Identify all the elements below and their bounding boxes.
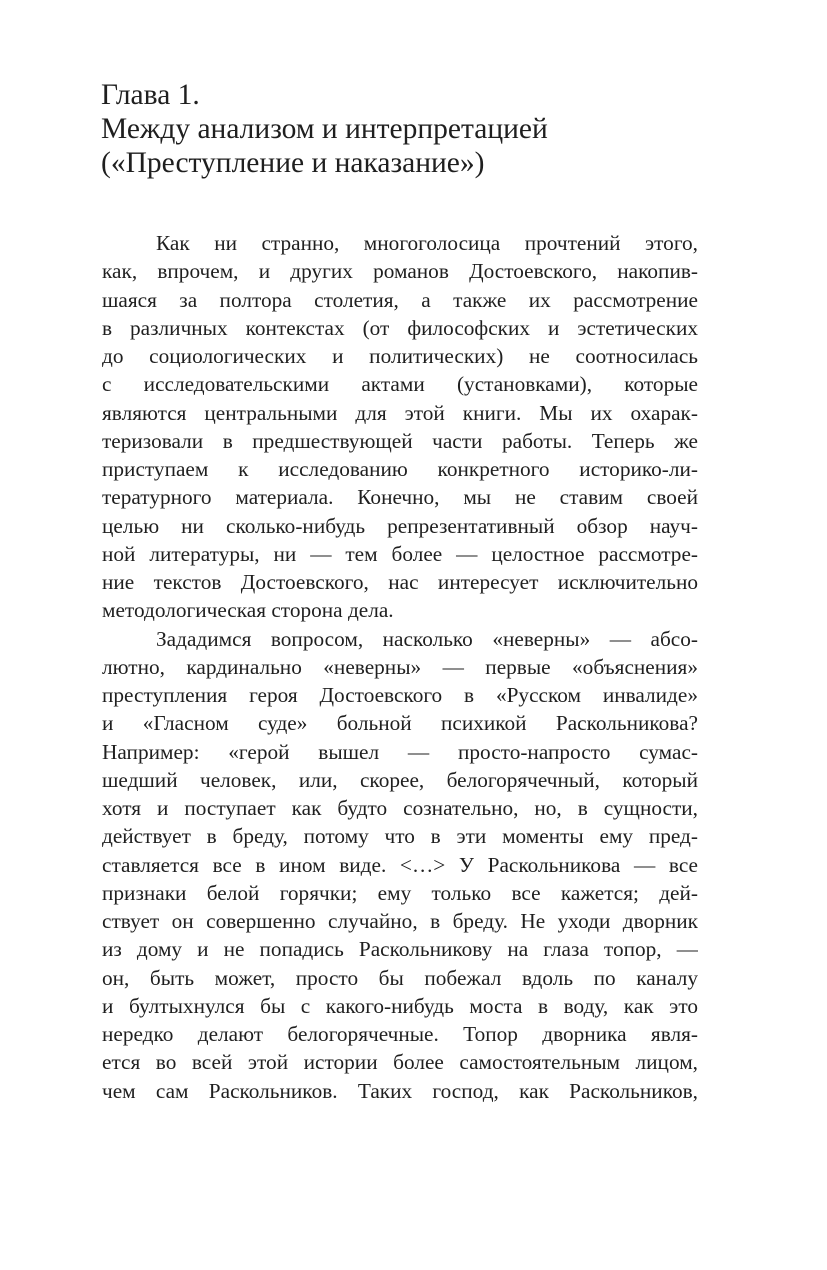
body-line: нередко делают белогорячечные. Топор дворника явля- [102, 1022, 698, 1046]
body-line: являются центральными для этой книги. Мы их охарак- [102, 400, 698, 425]
body-line: приступаем к исследованию конкретного историко-ли- [102, 457, 698, 481]
body-line: и бултыхнулся бы с какого-нибудь моста в воду, как это [102, 993, 698, 1018]
body-line: до социологических и политических) не соотносилась [102, 344, 698, 368]
body-line: шаяся за полтора столетия, а также их рассмотрение [102, 287, 698, 312]
body-line: преступления героя Достоевского в «Русском инвалиде» [102, 683, 698, 707]
body-line: лютно, кардинально «неверны» — первые «объяснения» [102, 654, 698, 679]
body-line: целью ни сколько-нибудь репрезентативный обзор науч- [102, 513, 698, 538]
body-line: методологическая сторона дела. [102, 598, 394, 623]
body-line: и «Гласном суде» больной психикой Раскольникова? [102, 711, 698, 736]
paragraph [102, 229, 698, 625]
paragraph [102, 625, 698, 1105]
body-line: он, быть может, просто бы побежал вдоль по каналу [102, 965, 698, 990]
chapter-subtitle: («Преступление и наказание») [101, 147, 485, 179]
body-text [102, 229, 698, 1105]
body-line: ной литературы, ни — тем более — целостное рассмотре- [102, 541, 698, 566]
body-line: Например: «герой вышел — просто-напросто сумас- [102, 739, 698, 764]
body-line: как, впрочем, и других романов Достоевского, накопив- [102, 259, 698, 284]
body-line: Зададимся вопросом, насколько «неверны» — абсо- [156, 626, 698, 651]
body-line: тературного материала. Конечно, мы не ставим своей [102, 485, 698, 510]
body-line: в различных контекстах (от философских и эстетических [102, 315, 698, 340]
chapter-number: Глава 1. [101, 79, 200, 111]
body-line: действует в бреду, потому что в эти моменты ему пред- [102, 824, 698, 849]
body-line: признаки белой горячки; ему только все кажется; дей- [102, 880, 698, 905]
body-line: чем сам Раскольников. Таких господ, как Раскольников, [102, 1078, 698, 1103]
body-line: теризовали в предшествующей части работы. Теперь же [102, 428, 698, 453]
body-line: с исследовательскими актами (установками), которые [102, 372, 698, 397]
chapter-title: Между анализом и интерпретацией [101, 113, 548, 145]
body-line: ставляется все в ином виде. <…> У Раскольникова — все [102, 852, 698, 877]
body-line: ствует он совершенно случайно, в бреду. Не уходи дворник [102, 909, 698, 933]
chapter-heading [101, 78, 701, 180]
body-line: шедший человек, или, скорее, белогорячечный, который [102, 767, 698, 792]
body-line: Как ни странно, многоголосица прочтений этого, [156, 231, 698, 255]
body-line: ется во всей этой истории более самостоятельным лицом, [102, 1050, 698, 1075]
body-line: хотя и поступает как будто сознательно, но, в сущности, [102, 796, 698, 820]
body-line: из дому и не попадись Раскольникову на глаза топор, — [102, 937, 698, 962]
body-line: ние текстов Достоевского, нас интересует исключительно [102, 570, 698, 594]
